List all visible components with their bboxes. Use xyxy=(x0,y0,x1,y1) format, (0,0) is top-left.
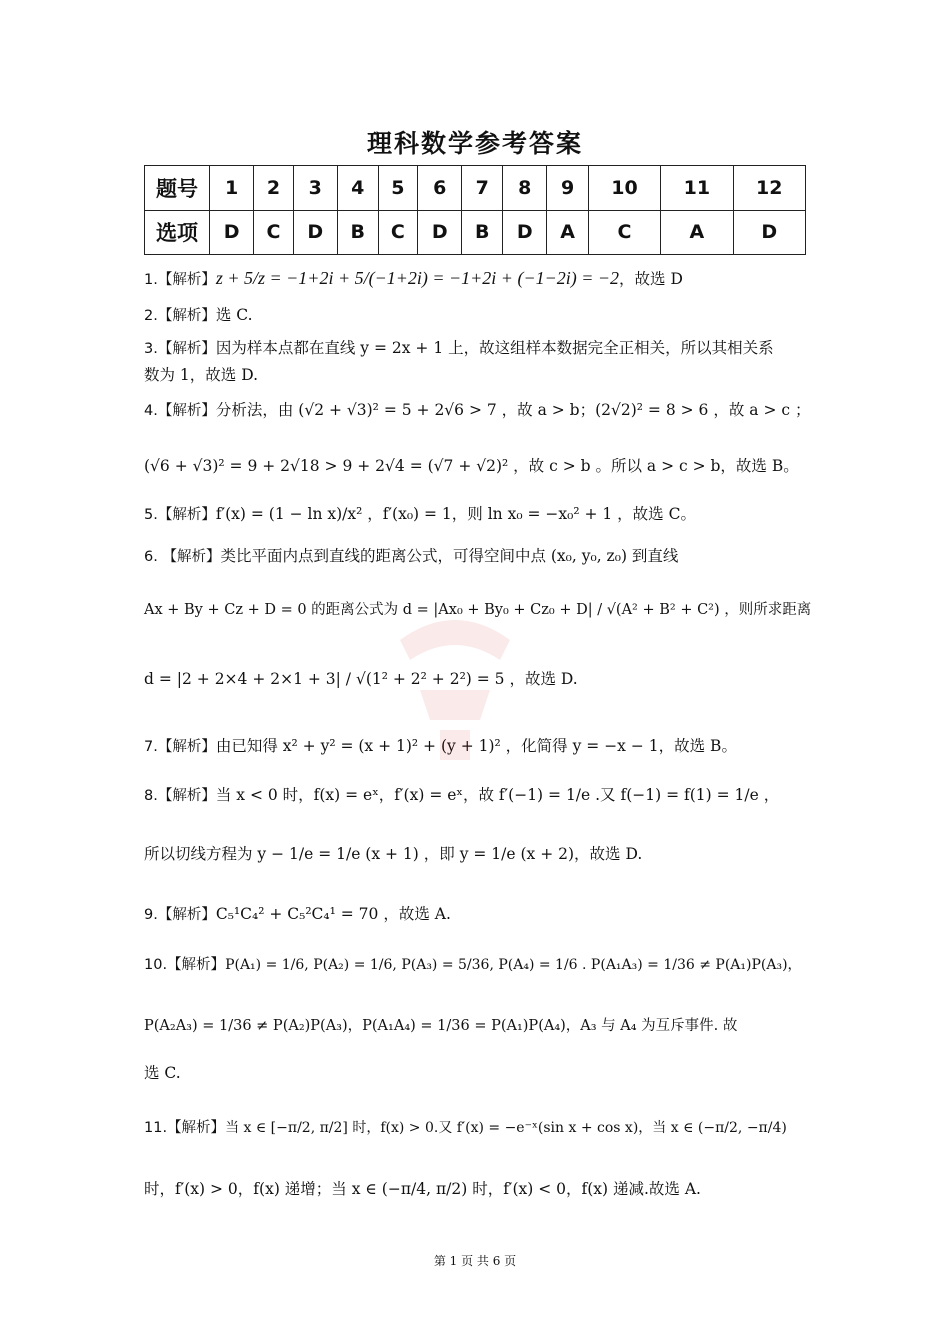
question-number: 9 xyxy=(547,166,588,211)
solution-10 xyxy=(144,957,812,974)
solution-label: 3.【解析】 xyxy=(144,341,216,357)
question-number: 1 xyxy=(210,166,254,211)
watermark-logo-icon xyxy=(380,600,530,770)
solution-label: 2.【解析】 xyxy=(144,308,216,324)
question-number: 5 xyxy=(378,166,417,211)
question-number: 10 xyxy=(588,166,660,211)
solution-text: 当 x < 0 时，f(x) = eˣ，f′(x) = eˣ，故 f′(−1) = 1/e .又 f(−1) = f(1) = 1/e ， xyxy=(215,786,780,804)
solution-text: (√6 + √3)² = 9 + 2√18 > 9 + 2√4 = (√7 + √2)² ，故 c > b 。所以 a > c > b，故选 B。 xyxy=(144,457,799,475)
page-footer: 第 1 页 共 6 页 xyxy=(433,1254,517,1268)
answer-table xyxy=(144,165,806,255)
solution-label: 7.【解析】 xyxy=(144,739,216,755)
answer-option: C xyxy=(588,210,660,255)
answer-option: D xyxy=(418,210,462,255)
row-header-option: 选项 xyxy=(145,210,210,255)
solution-2 xyxy=(144,306,812,325)
solution-8-cont xyxy=(144,845,812,864)
solution-label: 9.【解析】 xyxy=(144,907,216,923)
solution-label: 10.【解析】 xyxy=(144,957,226,973)
solution-label: 5.【解析】 xyxy=(144,507,216,523)
solution-8 xyxy=(144,786,812,805)
solution-text: 选 C. xyxy=(215,306,253,324)
answer-option: D xyxy=(733,210,805,255)
solution-11-cont xyxy=(144,1180,812,1199)
solution-text: d = |2 + 2×4 + 2×1 + 3| / √(1² + 2² + 2²) = 5 ，故选 D. xyxy=(144,670,578,688)
solution-label: 11.【解析】 xyxy=(144,1120,226,1136)
answer-option: D xyxy=(293,210,337,255)
solution-text: Ax + By + Cz + D = 0 的距离公式为 d = |Ax₀ + By₀ + Cz₀ + D| / √(A² + B² + C²) ，则所求距离 xyxy=(144,602,812,618)
solution-10-end xyxy=(144,1064,812,1083)
solution-3 xyxy=(144,339,812,358)
solution-label: 8.【解析】 xyxy=(144,788,216,804)
solution-text: 由已知得 x² + y² = (x + 1)² + (y + 1)² ，化简得 y = −x − 1，故选 B。 xyxy=(215,737,737,755)
answer-option: C xyxy=(378,210,417,255)
solution-text: P(A₁) = 1/6, P(A₂) = 1/6, P(A₃) = 5/36, P(A₄) = 1/6 . P(A₁A₃) = 1/36 ≠ P(A₁)P(A₃)， xyxy=(225,957,802,973)
answer-option: B xyxy=(462,210,503,255)
solution-4-cont xyxy=(144,457,812,476)
answer-option: D xyxy=(503,210,547,255)
answer-option: A xyxy=(661,210,733,255)
solution-text: 选 C. xyxy=(144,1064,181,1082)
solution-3-cont xyxy=(144,366,812,385)
solution-text: 当 x ∈ [−π/2, π/2] 时，f(x) > 0.又 f′(x) = −e⁻ˣ(sin x + cos x)，当 x ∈ (−π/2, −π/4) xyxy=(225,1120,787,1136)
solution-label: 1.【解析】 xyxy=(144,272,216,288)
question-number: 4 xyxy=(337,166,378,211)
answer-option: C xyxy=(254,210,293,255)
page-title: 理科数学参考答案 xyxy=(366,129,583,158)
answer-option: D xyxy=(210,210,254,255)
solution-label: 4.【解析】 xyxy=(144,403,216,419)
solution-text: 数为 1，故选 D. xyxy=(144,366,259,384)
question-number: 6 xyxy=(418,166,462,211)
solution-10-cont xyxy=(144,1018,812,1035)
solution-4 xyxy=(144,401,812,420)
solution-5 xyxy=(144,505,812,524)
table-row-options xyxy=(145,210,806,255)
question-number: 3 xyxy=(293,166,337,211)
question-number: 12 xyxy=(733,166,805,211)
solution-text: C₅¹C₄² + C₅²C₄¹ = 70 ，故选 A. xyxy=(215,905,451,923)
solution-math: z + 5/z = −1+2i + 5/(−1+2i) = −1+2i + (−1−2i) = −2 xyxy=(215,268,620,288)
solution-6 xyxy=(144,547,812,566)
solution-text: 时，f′(x) > 0，f(x) 递增；当 x ∈ (−π/4, π/2) 时，f′(x) < 0，f(x) 递减.故选 A. xyxy=(144,1180,701,1198)
solution-text: 所以切线方程为 y − 1/e = 1/e (x + 1) ，即 y = 1/e (x + 2)，故选 D. xyxy=(144,845,643,863)
row-header-number: 题号 xyxy=(145,166,210,211)
answer-option: B xyxy=(337,210,378,255)
solution-label: 6. 【解析】 xyxy=(144,549,221,565)
solution-text: 类比平面内点到直线的距离公式，可得空间中点 (x₀, y₀, z₀) 到直线 xyxy=(220,547,679,565)
question-number: 8 xyxy=(503,166,547,211)
answer-option: A xyxy=(547,210,588,255)
solution-1 xyxy=(144,268,812,290)
question-number: 7 xyxy=(462,166,503,211)
question-number: 11 xyxy=(661,166,733,211)
solution-conclusion: ，故选 D xyxy=(619,270,683,288)
solution-text: P(A₂A₃) = 1/36 ≠ P(A₂)P(A₃)，P(A₁A₄) = 1/36 = P(A₁)P(A₄)，A₃ 与 A₄ 为互斥事件. 故 xyxy=(144,1018,738,1034)
solution-9 xyxy=(144,905,812,924)
solution-text: f′(x) = (1 − ln x)/x² ，f′(x₀) = 1，则 ln x₀ = −x₀² + 1 ，故选 C。 xyxy=(215,505,696,523)
solution-11 xyxy=(144,1120,812,1137)
solution-text: 因为样本点都在直线 y = 2x + 1 上，故这组样本数据完全正相关，所以其相关系 xyxy=(215,339,774,357)
table-row-numbers xyxy=(145,166,806,211)
question-number: 2 xyxy=(254,166,293,211)
solution-text: 分析法，由 (√2 + √3)² = 5 + 2√6 > 7 ，故 a > b；(2√2)² = 8 > 6 ，故 a > c ； xyxy=(215,401,811,419)
